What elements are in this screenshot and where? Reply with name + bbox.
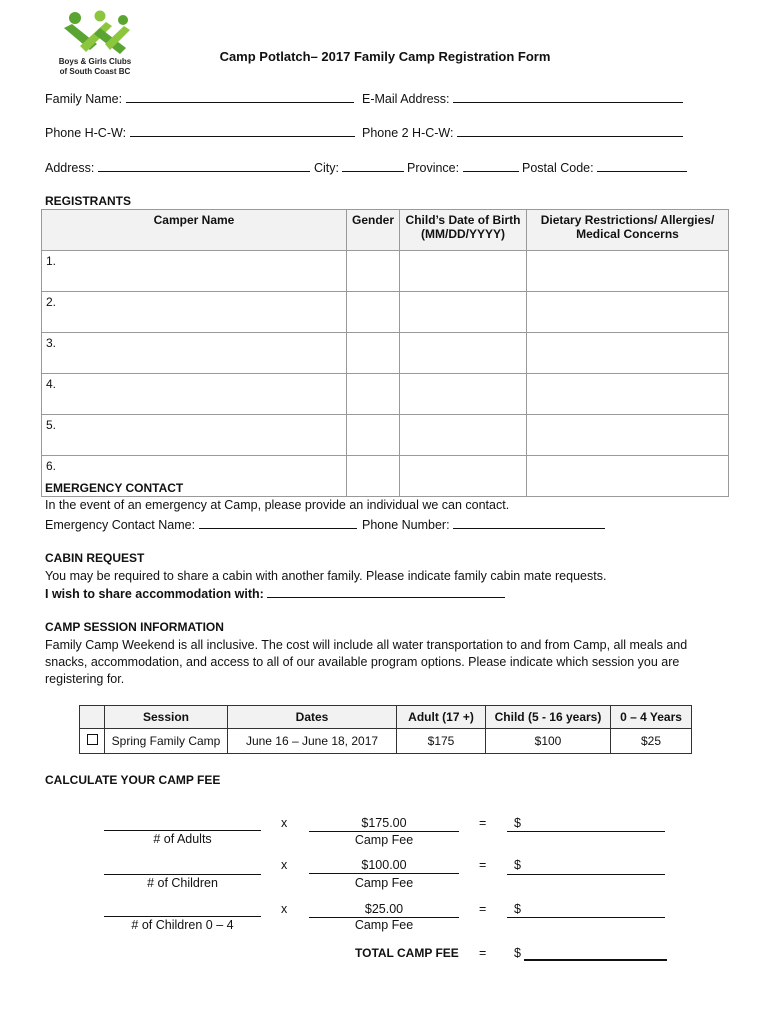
dob-cell[interactable] xyxy=(400,251,527,292)
form-title: Camp Potlatch– 2017 Family Camp Registration Form xyxy=(219,49,551,64)
adult-fee-amount: $175.00 xyxy=(361,816,407,830)
registrants-header-row xyxy=(42,210,729,251)
emergency-phone-blank[interactable] xyxy=(453,516,605,529)
dollar-sign: $ xyxy=(514,816,521,830)
session-name-cell: Spring Family Camp xyxy=(105,729,228,754)
gender-cell[interactable] xyxy=(347,292,400,333)
child-fee-line xyxy=(309,872,459,874)
dietary-cell[interactable] xyxy=(527,251,729,292)
dob-cell[interactable] xyxy=(400,292,527,333)
dietary-cell[interactable] xyxy=(527,374,729,415)
family-name-blank[interactable] xyxy=(126,90,354,103)
col-session: Session xyxy=(105,706,228,729)
province-label: Province: xyxy=(407,161,460,175)
camper-name-cell[interactable]: 3. xyxy=(42,333,347,374)
dollar-sign: $ xyxy=(514,902,521,916)
organization-logo xyxy=(50,10,140,80)
logo-line-2: of South Coast BC xyxy=(59,67,131,76)
postal-label: Postal Code: xyxy=(522,161,594,175)
adults-label: # of Adults xyxy=(153,832,212,846)
logo-line-1: Boys & Girls Clubs xyxy=(58,57,132,66)
equals-sign: = xyxy=(479,902,487,916)
adult-fee-line xyxy=(309,830,459,832)
phone2-blank[interactable] xyxy=(457,124,683,137)
session-text: Family Camp Weekend is all inclusive. The cost will include all water transportation to and from Camp, all meals and snacks, accommodation, and access to all of our available program options. Please indicate which session you are registering for. xyxy=(45,638,688,686)
col-dates: Dates xyxy=(228,706,397,729)
session-child-cell: $100 xyxy=(486,729,611,754)
col-camper-name: Camper Name xyxy=(42,210,347,251)
camp-fee-label: Camp Fee xyxy=(354,876,414,890)
camp-fee-label: Camp Fee xyxy=(354,833,414,847)
city-label: City: xyxy=(314,161,339,175)
col-gender: Gender xyxy=(347,210,400,251)
dob-cell[interactable] xyxy=(400,415,527,456)
session-checkbox-cell[interactable] xyxy=(80,729,105,754)
camper-name-cell[interactable]: 5. xyxy=(42,415,347,456)
col-select xyxy=(80,706,105,729)
emergency-name-label: Emergency Contact Name: xyxy=(45,518,196,532)
session-header-row xyxy=(80,706,692,729)
child-fee-amount: $100.00 xyxy=(361,858,407,872)
emergency-phone-label: Phone Number: xyxy=(362,518,450,532)
infant-fee-amount: $25.00 xyxy=(364,902,404,916)
gender-cell[interactable] xyxy=(347,374,400,415)
family-name-label: Family Name: xyxy=(45,92,123,106)
dollar-sign: $ xyxy=(514,946,521,960)
fee-heading: CALCULATE YOUR CAMP FEE xyxy=(45,773,221,787)
phone-field[interactable] xyxy=(45,124,355,140)
children-count-blank[interactable] xyxy=(104,873,261,875)
col-dietary: Dietary Restrictions/ Allergies/ Medical Concerns xyxy=(527,210,729,251)
infants-count-blank[interactable] xyxy=(104,915,261,917)
infant-total-blank[interactable] xyxy=(507,916,665,918)
phone-label: Phone H-C-W: xyxy=(45,126,127,140)
email-field[interactable] xyxy=(362,90,683,106)
city-field[interactable] xyxy=(314,159,404,175)
gender-cell[interactable] xyxy=(347,333,400,374)
times-sign: x xyxy=(281,902,288,916)
camper-name-cell[interactable]: 6. xyxy=(42,456,347,497)
table-row xyxy=(42,415,729,456)
province-blank[interactable] xyxy=(463,159,519,172)
times-sign: x xyxy=(281,816,288,830)
adults-count-blank[interactable] xyxy=(104,829,261,831)
equals-sign: = xyxy=(479,946,487,960)
session-heading: CAMP SESSION INFORMATION xyxy=(45,620,224,634)
session-dates-cell: June 16 – June 18, 2017 xyxy=(228,729,397,754)
cabin-heading: CABIN REQUEST xyxy=(45,551,145,565)
dob-cell[interactable] xyxy=(400,333,527,374)
cabin-text: You may be required to share a cabin with another family. Please indicate family cabin mate requests. xyxy=(45,569,607,583)
equals-sign: = xyxy=(479,858,487,872)
adult-total-blank[interactable] xyxy=(507,830,665,832)
address-field[interactable] xyxy=(45,159,310,175)
registrants-heading: REGISTRANTS xyxy=(45,194,132,208)
gender-cell[interactable] xyxy=(347,415,400,456)
dietary-cell[interactable] xyxy=(527,333,729,374)
table-row xyxy=(42,251,729,292)
gender-cell[interactable] xyxy=(347,456,400,497)
phone2-label: Phone 2 H-C-W: xyxy=(362,126,454,140)
col-infant: 0 – 4 Years xyxy=(611,706,692,729)
dietary-cell[interactable] xyxy=(527,456,729,497)
session-adult-cell: $175 xyxy=(397,729,486,754)
session-infant-cell: $25 xyxy=(611,729,692,754)
emergency-heading: EMERGENCY CONTACT xyxy=(45,481,184,495)
total-fee-blank[interactable] xyxy=(524,959,667,961)
address-label: Address: xyxy=(45,161,95,175)
cabin-share-label: I wish to share accommodation with: xyxy=(45,587,264,601)
table-row xyxy=(42,333,729,374)
camper-name-cell[interactable]: 4. xyxy=(42,374,347,415)
family-name-field[interactable] xyxy=(45,90,354,106)
gender-cell[interactable] xyxy=(347,251,400,292)
phone-blank[interactable] xyxy=(130,124,355,137)
emergency-phone-field[interactable] xyxy=(362,516,605,532)
child-total-blank[interactable] xyxy=(507,873,665,875)
address-blank[interactable] xyxy=(98,159,310,172)
col-child: Child (5 - 16 years) xyxy=(486,706,611,729)
times-sign: x xyxy=(281,858,288,872)
cabin-share-field[interactable] xyxy=(45,585,505,601)
session-checkbox[interactable] xyxy=(87,734,98,745)
col-date-of-birth: Child’s Date of Birth (MM/DD/YYYY) xyxy=(400,210,527,251)
province-field[interactable] xyxy=(407,159,519,175)
postal-field[interactable] xyxy=(522,159,687,175)
dob-cell[interactable] xyxy=(400,374,527,415)
table-row xyxy=(42,374,729,415)
dietary-cell[interactable] xyxy=(527,415,729,456)
emergency-text: In the event of an emergency at Camp, please provide an individual we can contact. xyxy=(45,498,510,512)
table-row xyxy=(80,729,692,754)
registrants-table xyxy=(41,209,729,497)
infants-label: # of Children 0 – 4 xyxy=(131,918,234,932)
camper-name-cell[interactable]: 2. xyxy=(42,292,347,333)
city-blank[interactable] xyxy=(342,159,404,172)
equals-sign: = xyxy=(479,816,487,830)
emergency-name-field[interactable] xyxy=(45,516,357,532)
phone2-field[interactable] xyxy=(362,124,683,140)
email-blank[interactable] xyxy=(453,90,683,103)
table-row xyxy=(42,292,729,333)
emergency-name-blank[interactable] xyxy=(199,516,357,529)
postal-blank[interactable] xyxy=(597,159,687,172)
cabin-share-blank[interactable] xyxy=(267,585,505,598)
camper-name-cell[interactable]: 1. xyxy=(42,251,347,292)
children-label: # of Children xyxy=(147,876,218,890)
camp-fee-label: Camp Fee xyxy=(354,918,414,932)
email-label: E-Mail Address: xyxy=(362,92,450,106)
dob-cell[interactable] xyxy=(400,456,527,497)
col-adult: Adult (17 +) xyxy=(397,706,486,729)
session-table xyxy=(79,705,692,754)
dietary-cell[interactable] xyxy=(527,292,729,333)
dollar-sign: $ xyxy=(514,858,521,872)
total-fee-label: TOTAL CAMP FEE xyxy=(355,946,459,960)
